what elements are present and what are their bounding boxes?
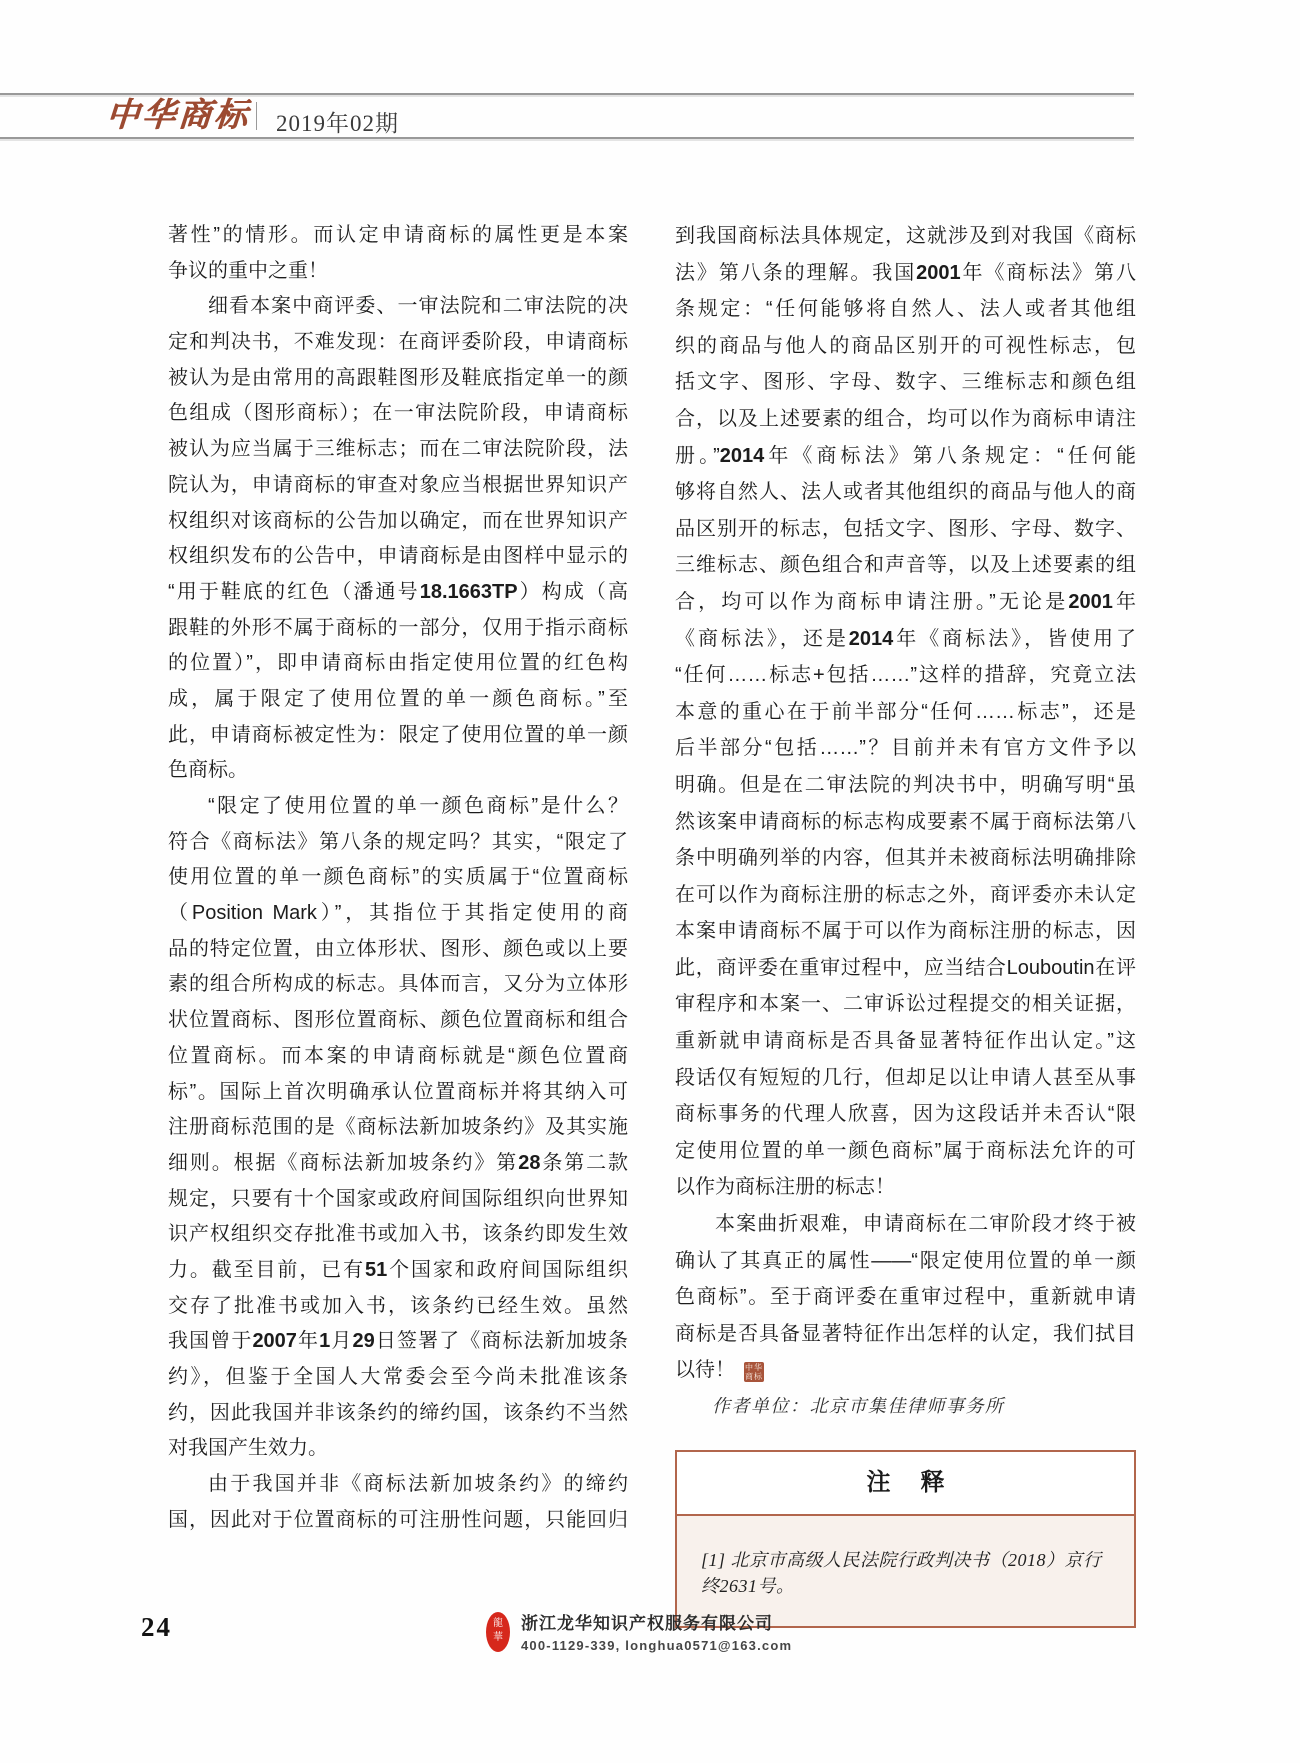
text-line: 本案申请商标不属于可以作为商标注册的标志，因 <box>675 920 1136 943</box>
text-line: 到我国商标法具体规定，这就涉及到对我国《商标 <box>675 225 1136 247</box>
text-line: 合，均可以作为商标申请注册。”无论是2001年 <box>675 590 1136 613</box>
header-divider <box>256 102 257 130</box>
text-line: 我国曾于2007年1月29日签署了《商标法新加坡条 <box>168 1330 629 1353</box>
text-line: 段话仅有短短的几行，但却足以让申请人甚至从事 <box>675 1066 1136 1089</box>
text-line: 确认了其真正的属性——“限定使用位置的单一颜 <box>675 1249 1136 1272</box>
text-line: 被认为应当属于三维标志；而在二审法院阶段，法 <box>168 438 628 461</box>
text-line: 争议的重中之重！ <box>168 259 328 282</box>
text-line: 以待！ 中华 商标 <box>675 1359 763 1382</box>
text-line: 色组成（图形商标）；在一审法院阶段，申请商标 <box>168 402 628 425</box>
text-line: 重新就申请商标是否具备显著特征作出认定。”这 <box>675 1030 1136 1053</box>
text-line: 规定，只要有十个国家或政府间国际组织向世界知 <box>168 1187 628 1210</box>
text-line: “限定了使用位置的单一颜色商标”是什么？ <box>208 795 628 817</box>
text-line: 明确。但是在二审法院的判决书中，明确写明“虽 <box>675 773 1136 796</box>
text-line: 对我国产生效力。 <box>168 1437 328 1460</box>
text-line: 院认为，申请商标的审查对象应当根据世界知识产 <box>168 473 628 496</box>
text-line: 够将自然人、法人或者其他组织的商品与他人的商 <box>675 481 1136 504</box>
text-line: 约，因此我国并非该条约的缔约国，该条约不当然 <box>168 1401 628 1424</box>
text-line: 约》，但鉴于全国人大常委会至今尚未批准该条 <box>168 1366 628 1388</box>
text-line: 三维标志、颜色组合和声音等，以及上述要素的组 <box>675 554 1136 577</box>
text-line: 织的商品与他人的商品区别开的可视性标志，包 <box>675 334 1136 357</box>
text-line: 定和判决书，不难发现：在商评委阶段，申请商标 <box>168 331 628 354</box>
text-line: 国，因此对于位置商标的可注册性问题，只能回归 <box>168 1508 628 1531</box>
text-line: 符合《商标法》第八条的规定吗？其实，“限定了 <box>168 830 628 853</box>
header-rule-bottom <box>0 137 1134 139</box>
note-item: [1] 北京市高级人民法院行政判决书（2018）京行终2631号。 <box>701 1550 1102 1596</box>
text-line: 品区别开的标志，包括文字、图形、字母、数字、 <box>675 517 1136 540</box>
text-line: 力。截至目前，已有51个国家和政府间国际组织 <box>168 1258 629 1281</box>
logo-char-top: 龍 <box>493 1618 503 1629</box>
text-line: 本意的重心在于前半部分“任何……标志”，还是 <box>675 700 1136 723</box>
text-line: 状位置商标、图形位置商标、颜色位置商标和组合 <box>168 1009 628 1032</box>
text-line: 细看本案中商评委、一审法院和二审法院的决 <box>208 295 628 318</box>
end-of-article-seal-icon: 中华 商标 <box>745 1363 763 1382</box>
text-line: 以作为商标注册的标志！ <box>675 1176 895 1199</box>
text-line: 定使用位置的单一颜色商标”属于商标法允许的可 <box>675 1139 1136 1162</box>
text-line: 审程序和本案一、二审诉讼过程提交的相关证据， <box>675 993 1136 1016</box>
text-line: 色商标。 <box>168 759 248 782</box>
text-line: 在可以作为商标注册的标志之外，商评委亦未认定 <box>675 883 1136 906</box>
text-line: 素的组合所构成的标志。具体而言，又分为立体形 <box>168 973 628 996</box>
article-column-right <box>675 218 1136 1389</box>
text-line: 的位置）”，即申请商标由指定使用位置的红色构 <box>168 652 628 675</box>
text-line: 注册商标范围的是《商标法新加坡条约》及其实施 <box>168 1116 628 1139</box>
text-line: （Position Mark）”，其指位于其指定使用的商 <box>168 902 628 925</box>
text-line: 然该案申请商标的标志构成要素不属于商标法第八 <box>675 810 1136 833</box>
text-line: 法》第八条的理解。我国2001年《商标法》第八 <box>675 261 1137 284</box>
article-column-left <box>168 218 628 1538</box>
text-line: 细则。根据《商标法新加坡条约》第28条第二款 <box>168 1151 629 1174</box>
text-line: 条中明确列举的内容，但其并未被商标法明确排除 <box>675 847 1136 870</box>
text-line: 标”。国际上首次明确承认位置商标并将其纳入可 <box>168 1080 628 1103</box>
text-line: “用于鞋底的红色（潘通号18.1663TP）构成（高 <box>168 580 628 603</box>
text-line: 此，商评委在重审过程中，应当结合Louboutin在评 <box>675 956 1136 979</box>
company-contact: 400-1129-339, longhua0571@163.com <box>521 1638 793 1653</box>
text-line: 本案曲折艰难，申请商标在二审阶段才终于被 <box>715 1213 1136 1236</box>
text-line: 位置商标。而本案的申请商标就是“颜色位置商 <box>168 1044 628 1067</box>
text-line: 合，以及上述要素的组合，均可以作为商标申请注 <box>675 407 1136 430</box>
text-line: 权组织发布的公告中，申请商标是由图样中显示的 <box>168 545 628 568</box>
issue-label: 2019年02期 <box>276 111 399 136</box>
text-line: 商标事务的代理人欣喜，因为这段话并未否认“限 <box>675 1103 1136 1126</box>
author-affiliation: 作者单位：北京市集佳律师事务所 <box>712 1396 1005 1416</box>
notes-box <box>675 1450 1136 1628</box>
logo-char-bottom: 華 <box>493 1632 503 1643</box>
text-line: 册。”2014年《商标法》第八条规定：“任何能 <box>675 444 1136 467</box>
text-line: 色商标”。至于商评委在重审过程中，重新就申请 <box>675 1286 1136 1309</box>
text-line: 被认为是由常用的高跟鞋图形及鞋底指定单一的颜 <box>168 366 628 389</box>
text-line: 后半部分“包括……”？目前并未有官方文件予以 <box>675 737 1136 760</box>
page-number: 24 <box>141 1612 172 1642</box>
text-line: 括文字、图形、字母、数字、三维标志和颜色组 <box>675 371 1136 394</box>
text-line: “任何……标志+包括……”这样的措辞，究竟立法 <box>675 664 1136 687</box>
magazine-logo: 中华商标 <box>104 95 252 134</box>
text-line: 成，属于限定了使用位置的单一颜色商标。”至 <box>168 687 628 710</box>
longhua-seal-logo-icon <box>486 1612 510 1652</box>
text-line: 《商标法》，还是2014年《商标法》，皆使用了 <box>675 627 1137 650</box>
text-line: 识产权组织交存批准书或加入书，该条约即发生效 <box>168 1223 628 1246</box>
text-line: 著性”的情形。而认定申请商标的属性更是本案 <box>168 224 628 246</box>
text-line: 权组织对该商标的公告加以确定，而在世界知识产 <box>168 509 628 532</box>
text-line: 条规定：“任何能够将自然人、法人或者其他组 <box>675 298 1136 321</box>
text-line: 由于我国并非《商标法新加坡条约》的缔约 <box>208 1473 628 1496</box>
text-line: 品的特定位置，由立体形状、图形、颜色或以上要 <box>168 937 628 960</box>
text-line: 使用位置的单一颜色商标”的实质属于“位置商标 <box>168 866 628 889</box>
text-line: 交存了批准书或加入书，该条约已经生效。虽然 <box>168 1294 628 1317</box>
text-line: 跟鞋的外形不属于商标的一部分，仅用于指示商标 <box>168 616 628 639</box>
text-line: 此，申请商标被定性为：限定了使用位置的单一颜 <box>168 723 628 746</box>
text-line: 商标是否具备显著特征作出怎样的认定，我们拭目 <box>675 1322 1136 1345</box>
footer-company-block <box>521 1613 792 1655</box>
notes-title: 注 释 <box>677 1452 1134 1516</box>
company-name: 浙江龙华知识产权服务有限公司 <box>521 1614 773 1633</box>
